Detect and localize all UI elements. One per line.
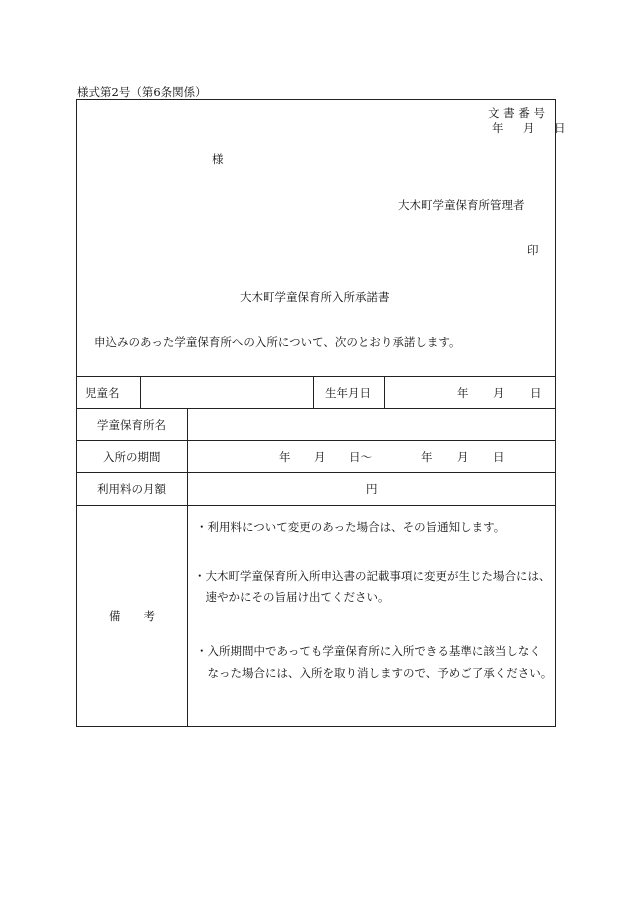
form-number-label: 様式第2号（第6条関係）	[77, 85, 207, 99]
birthdate-month: 月	[493, 386, 505, 400]
remark-line: ・入所期間中であっても学童保育所に入所できる基準に該当しなく	[196, 644, 541, 658]
row-divider	[76, 440, 556, 441]
period-end-year: 年	[421, 450, 433, 464]
period-end-month: 月	[457, 450, 469, 464]
monthly-fee-unit: 円	[366, 482, 378, 496]
column-divider	[187, 408, 188, 727]
birthdate-year: 年	[457, 386, 469, 400]
row-divider	[76, 505, 556, 506]
column-divider	[384, 376, 385, 408]
period-end-day: 日	[493, 450, 505, 464]
column-divider	[313, 376, 314, 408]
issue-date-label: 年 月 日	[492, 121, 570, 135]
row-divider	[76, 472, 556, 473]
remark-line: なった場合には、入所を取り消しますので、予めご了承ください。	[196, 666, 553, 680]
period-label: 入所の期間	[103, 450, 161, 464]
remarks-label: 備 考	[109, 609, 155, 623]
remark-line: 速やかにその旨届け出てください。	[194, 590, 390, 604]
issuer-name: 大木町学童保育所管理者	[398, 198, 525, 212]
document-number-label: 文 書 番 号	[488, 106, 545, 120]
period-start-year: 年	[279, 450, 291, 464]
row-divider	[76, 408, 556, 409]
period-start-day: 日〜	[349, 450, 372, 464]
recipient-suffix: 様	[212, 152, 224, 166]
intro-sentence: 申込みのあった学童保育所への入所について、次のとおり承諾します。	[94, 335, 461, 349]
table-top-line	[76, 376, 556, 377]
remark-line: ・利用料について変更のあった場合は、その旨通知します。	[196, 520, 506, 534]
facility-label: 学童保育所名	[97, 418, 166, 432]
approval-form	[76, 99, 556, 727]
period-start-month: 月	[314, 450, 326, 464]
monthly-fee-label: 利用料の月額	[97, 482, 166, 496]
child-name-label: 児童名	[85, 386, 120, 400]
remark-line: ・大木町学童保育所入所申込書の記載事項に変更が生じた場合には、	[194, 569, 551, 583]
column-divider	[140, 376, 141, 408]
birthdate-label: 生年月日	[325, 386, 371, 400]
birthdate-day: 日	[530, 386, 542, 400]
document-title: 大木町学童保育所入所承諾書	[240, 290, 390, 304]
seal-mark: 印	[527, 243, 539, 257]
